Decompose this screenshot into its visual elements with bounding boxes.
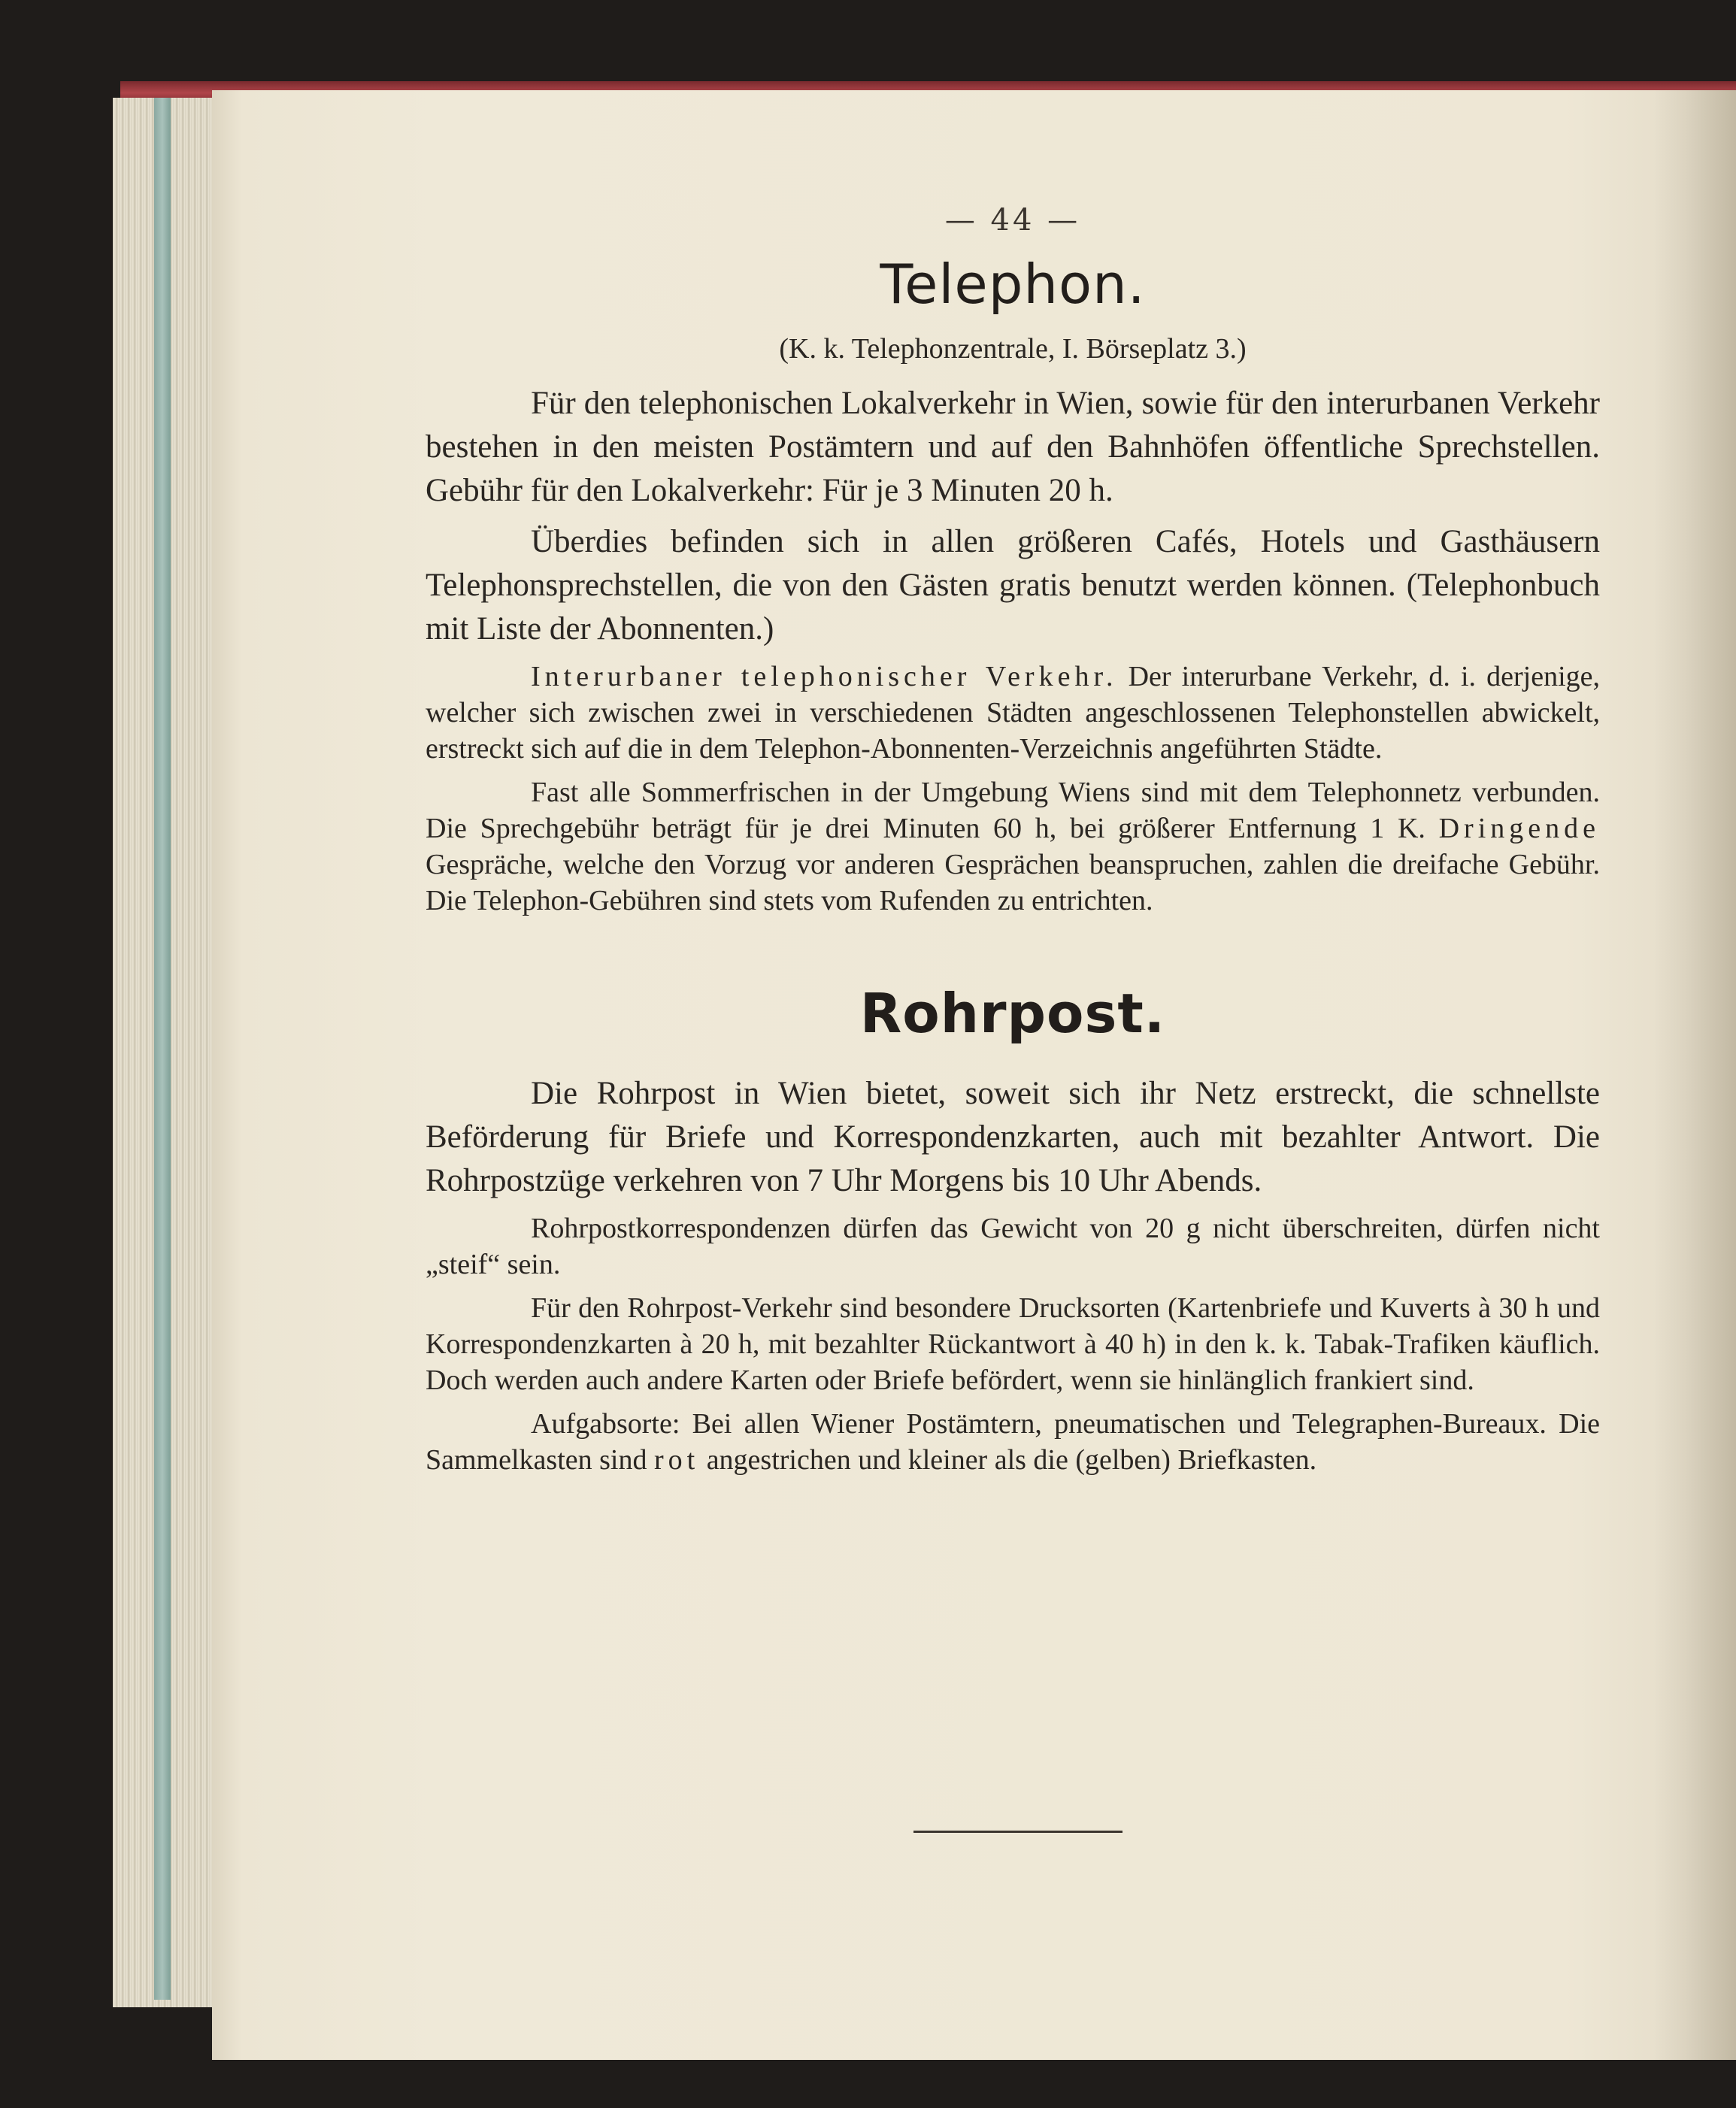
paragraph-text: Der interurbane Verkehr, d. i. derjenige, welcher sich zwischen zwei in verschiedenen Städten angeschlossenen Telephonstellen abwickelt, erstreckt sich auf die in dem Telephon-Abonnenten-Verzeichnis angeführten Städte. — [426, 661, 1600, 765]
paragraph-text: Fast alle Sommerfrischen in der Umgebung Wiens sind mit dem Telephonnetz verbunden. Die Sprechgebühr beträgt für je drei Minuten 60 h, bei größerer Entfernung 1 K. — [426, 777, 1600, 844]
paragraph: Für den telephonischen Lokalverkehr in Wien, sowie für den interurbanen Verkehr bestehen in den meisten Postämtern und auf den Bahnhöfen öffentliche Sprechstellen. Gebühr für den Lokalverkehr: Für je 3 Minuten 20 h. — [426, 386, 1600, 508]
paragraph: Für den Rohrpost-Verkehr sind besondere Drucksorten (Kartenbriefe und Kuverts à 30 h und Korrespondenzkarten à 20 h, mit bezahlter Rückantwort à 40 h) in den k. k. Tabak-Trafiken käuflich. Doch werden auch andere Karten oder Briefe befördert, wenn sie hinlänglich frankiert sind. — [426, 1292, 1600, 1396]
paragraph-text: Gespräche, welche den Vorzug vor anderen Gesprächen beanspruchen, zahlen die dreifache Gebühr. Die Telephon-Gebühren sind stets vom Rufenden zu entrichten. — [426, 849, 1600, 916]
section-title-telephon: Telephon. — [880, 253, 1146, 316]
section-subtitle-telephon: (K. k. Telephonzentrale, I. Börseplatz 3.) — [779, 333, 1247, 365]
spaced-heading: Interurbaner telephonischer Verkehr. — [531, 661, 1118, 692]
paragraph-text: angestrichen und kleiner als die (gelben) Briefkasten. — [699, 1444, 1317, 1476]
paragraph: Rohrpostkorrespondenzen dürfen das Gewicht von 20 g nicht überschreiten, dürfen nicht „steif“ sein. — [426, 1213, 1600, 1280]
page-number: — 44 — — [944, 203, 1081, 238]
section-title-rohrpost: Rohrpost. — [859, 982, 1166, 1045]
paragraph: Überdies befinden sich in allen größeren Cafés, Hotels und Gasthäusern Telephonsprechstellen, die von den Gästen gratis benutzt werden können. (Telephonbuch mit Liste der Abonnenten.) — [426, 524, 1600, 647]
paragraph — [426, 1406, 1600, 1478]
paragraph-text: Aufgabsorte: Bei allen Wiener Postämtern, pneumatischen und Telegraphen-Bureaux. Die Sammelkasten sind — [426, 1408, 1600, 1476]
closing-rule — [913, 1831, 1122, 1833]
spaced-word: Dringende — [1438, 813, 1600, 844]
page-text — [426, 203, 1600, 1486]
spaced-word: rot — [653, 1444, 700, 1476]
paragraph — [426, 659, 1600, 767]
page-edge-band — [154, 98, 171, 2000]
paragraph — [426, 774, 1600, 919]
paragraph: Die Rohrpost in Wien bietet, soweit sich ihr Netz erstreckt, die schnellste Beförderung für Briefe und Korrespondenzkarten, auch mit bezahlter Antwort. Die Rohrpostzüge verkehren von 7 Uhr Morgens bis 10 Uhr Abends. — [426, 1076, 1600, 1198]
gutter-shadow — [1654, 90, 1736, 2060]
